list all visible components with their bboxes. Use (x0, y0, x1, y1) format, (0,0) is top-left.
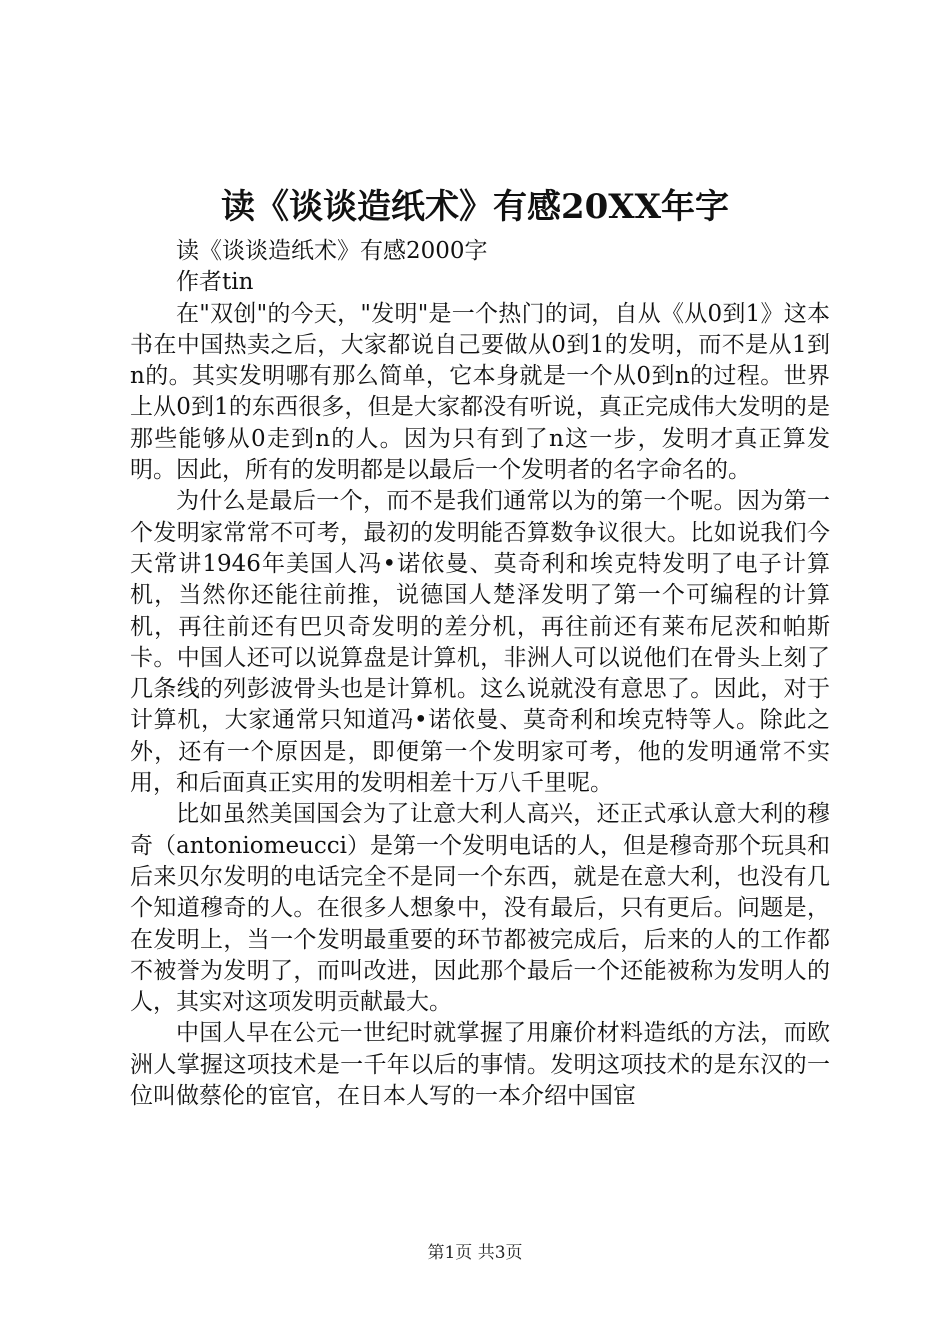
document-title: 读《谈谈造纸术》有感20XX年字 (220, 187, 730, 227)
paragraph-4: 中国人早在公元一世纪时就掌握了用廉价材料造纸的方法，而欧洲人掌握这项技术是一千年以后的事情。发明这项技术的是东汉的一位叫做蔡伦的宦官，在日本人写的一本介绍中国宦 (130, 1020, 830, 1110)
paragraph-3: 比如虽然美国国会为了让意大利人高兴，还正式承认意大利的穆奇（antoniomeucci）是第一个发明电话的人，但是穆奇那个玩具和后来贝尔发明的电话完全不是同一个东西，就是在意大利，也没有几个知道穆奇的人。在很多人想象中，没有最后，只有更后。问题是，在发明上，当一个发明最重要的环节都被完成后，后来的人的工作都不被誉为发明了，而叫改进，因此那个最后一个还能被称为发明人的人，其实对这项发明贡献最大。 (130, 801, 830, 1016)
paragraph-1: 在"双创"的今天，"发明"是一个热门的词，自从《从0到1》这本书在中国热卖之后，大家都说自己要做从0到1的发明，而不是从1到n的。其实发明哪有那么简单，它本身就是一个从0到n的过程。世界上从0到1的东西很多，但是大家都没有听说，真正完成伟大发明的是那些能够从0走到n的人。因为只有到了n这一步，发明才真正算发明。因此，所有的发明都是以最后一个发明者的名字命名的。 (130, 300, 830, 484)
document-body (130, 236, 830, 1112)
page-footer: 第1页 共3页 (427, 1243, 523, 1263)
paragraph-author: 作者tin (176, 269, 254, 296)
paragraph-subtitle: 读《谈谈造纸术》有感2000字 (176, 238, 488, 264)
paragraph-2: 为什么是最后一个，而不是我们通常以为的第一个呢。因为第一个发明家常常不可考，最初的发明能否算数争议很大。比如说我们今天常讲1946年美国人冯•诺依曼、莫奇利和埃克特发明了电子计算机，当然你还能往前推，说德国人楚泽发明了第一个可编程的计算机，再往前还有巴贝奇发明的差分机，再往前还有莱布尼茨和帕斯卡。中国人还可以说算盘是计算机，非洲人可以说他们在骨头上刻了几条线的列彭波骨头也是计算机。这么说就没有意思了。因此，对于计算机，大家通常只知道冯•诺依曼、莫奇利和埃克特等人。除此之外，还有一个原因是，即便第一个发明家可考，他的发明通常不实用，和后面真正实用的发明相差十万八千里呢。 (130, 488, 830, 797)
